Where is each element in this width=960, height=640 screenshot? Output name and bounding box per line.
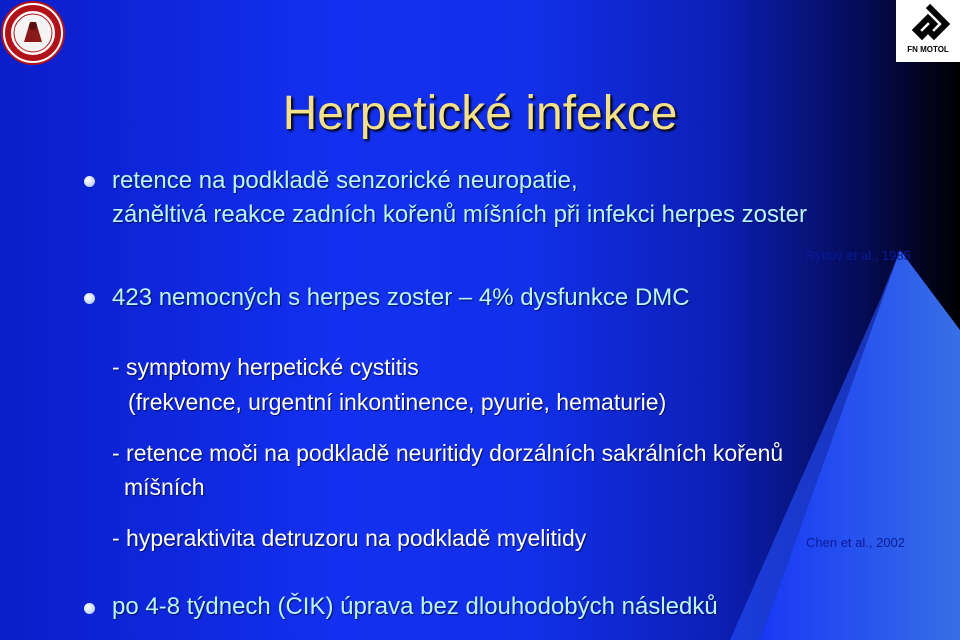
page-title: Herpetické infekce bbox=[282, 87, 678, 140]
sub-item-text: - retence moči na podkladě neuritidy dorzálních sakrálních kořenů bbox=[112, 440, 784, 466]
bullet-text: po 4-8 týdnech (ČIK) úprava bez dlouhodobých následků bbox=[112, 593, 718, 620]
fn-motol-logo-icon bbox=[896, 0, 960, 44]
fn-motol-label: FN MOTOL bbox=[907, 45, 949, 54]
sub-item-text: míšních bbox=[124, 474, 205, 500]
citation: Ryttov et al., 1985 bbox=[806, 248, 911, 263]
bullet-marker bbox=[84, 603, 95, 614]
university-seal-icon bbox=[0, 0, 66, 66]
sub-item-text: (frekvence, urgentní inkontinence, pyurie, hematurie) bbox=[128, 389, 667, 415]
bullet-text: 423 nemocných s herpes zoster – 4% dysfunkce DMC bbox=[112, 284, 690, 311]
bullet-marker bbox=[84, 293, 95, 304]
bullet-marker bbox=[84, 176, 95, 187]
fn-motol-logo bbox=[896, 0, 960, 62]
bullet-text: záněltivá reakce zadních kořenů míšních při infekci herpes zoster bbox=[112, 201, 808, 228]
sub-item-text: - symptomy herpetické cystitis bbox=[112, 354, 419, 380]
bullet-text: retence na podkladě senzorické neuropatie, bbox=[112, 167, 578, 194]
sub-item-text: - hyperaktivita detruzoru na podkladě myelitidy bbox=[112, 525, 587, 551]
citation: Chen et al., 2002 bbox=[806, 535, 906, 550]
